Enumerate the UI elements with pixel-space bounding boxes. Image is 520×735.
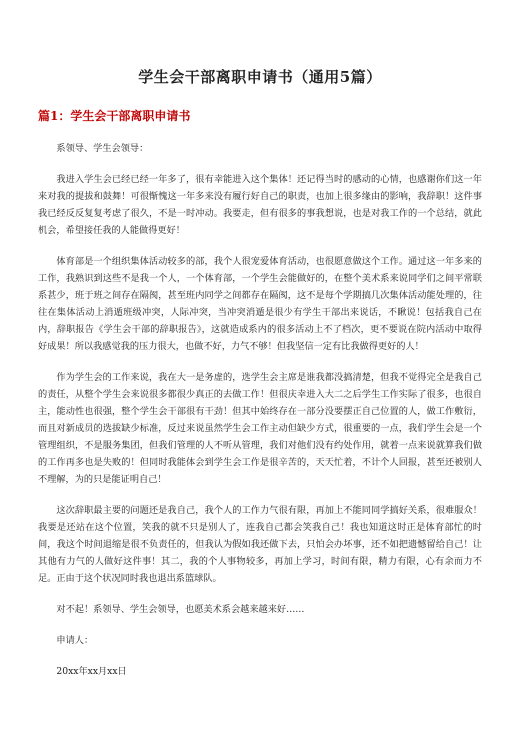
applicant-label: 申请人： [56,635,94,646]
paragraph-4: 这次辞职最主要的问题还是我自己，我个人的工作力气很有限，再加上不能同同学搞好关系，很难服众！我要是还站在这个位置，笑我的就不只是别人了，连我自己都会笑我自己！我也知道这时正是体育部忙的时间，我这个时间退缩是很不负责任的，但我认为假如我还做下去，只怕会办坏事，还不如把遗憾留给自己！让其他有力气的人做好这件事！其二，我的个人事物较多，再加上学习，时间有限，精力有限，心有余而力不足。正由于这个状况同时我也退出系篮球队。 [38,505,482,584]
paragraph-3: 作为学生会的工作来说，我在大一是务虚的，选学生会主席是谁我都没搞清楚，但我不觉得完全是我自己的责任，从整个学生会来说很多都很少真正的去做工作！但很庆幸进入大二之后学生工作实际了很多，也很自主，能动性也很强，整个学生会干部很有干劲！但其中始终存在一部分没要摆正自己位置的人，做工作敷衍，而且对新成员的选拔缺少标准，反过来说虽然学生会工作主动但缺少方式，很重要的一点，我们学生会是一个管理组织，不是服务集团，但我们管理的人不听从管理，我们对他们没有约处作用，就着一点来说就算我们做的工作再多也是失败的！但同时我能体会到学生会工作是很辛苦的，天天忙着，不计个人回报，甚至还被别人不理解，为的只是能证明自己！ [38,372,482,485]
document-title: 学生会干部离职申请书（通用5篇） [138,68,382,86]
paragraph-1: 我进入学生会已经已经一年多了，很有幸能进入这个集体！还记得当时的感动的心情，也感谢你们这一年来对我的提拔和鼓舞！可很惭愧这一年多来没有履行好自己的职责，也加上很多缘由的影响，我辞职！这件事我已经反反复复考虑了很久，不是一时冲动。我要走，但有很多的事我想说，也是对我工作的一个总结，就此机会，希望接任我的人能做得更好！ [38,174,482,236]
section-heading: 篇1：学生会干部离职申请书 [38,109,191,123]
closing-line: 对不起！系领导、学生会领导，也愿美术系会越来越来好…… [56,604,305,615]
paragraph-2: 体育部是一个组织集体活动较多的部，我个人很宠爱体育活动，也很愿意做这个工作。通过这一年多来的工作，我熟识到这些不是我一个人，一个体育部，一个学生会能做好的，在整个美术系来说同学们之间平常联系甚少，班于班之间存在隔阂，甚至班内同学之间都存在隔阂，这不是每个学期搞几次集体活动能处理的，往往在集体活动上消遁班级冲突，人际冲突，当冲突消遁是很少有学生干部出来说话，不瞅说！包括我自己在内，辞职报告《学生会干部的辞职报告》，这就造成系内的很多活动上不了档次，更不要说在院内活动中取得好成果！所以我感觉我的压力很大，也做不好，力气不够！但我坚信一定有比我做得更好的人！ [38,256,482,352]
salutation: 系领导、学生会领导： [56,143,149,154]
signature-date: 20xx年xx月xx日 [56,666,127,677]
